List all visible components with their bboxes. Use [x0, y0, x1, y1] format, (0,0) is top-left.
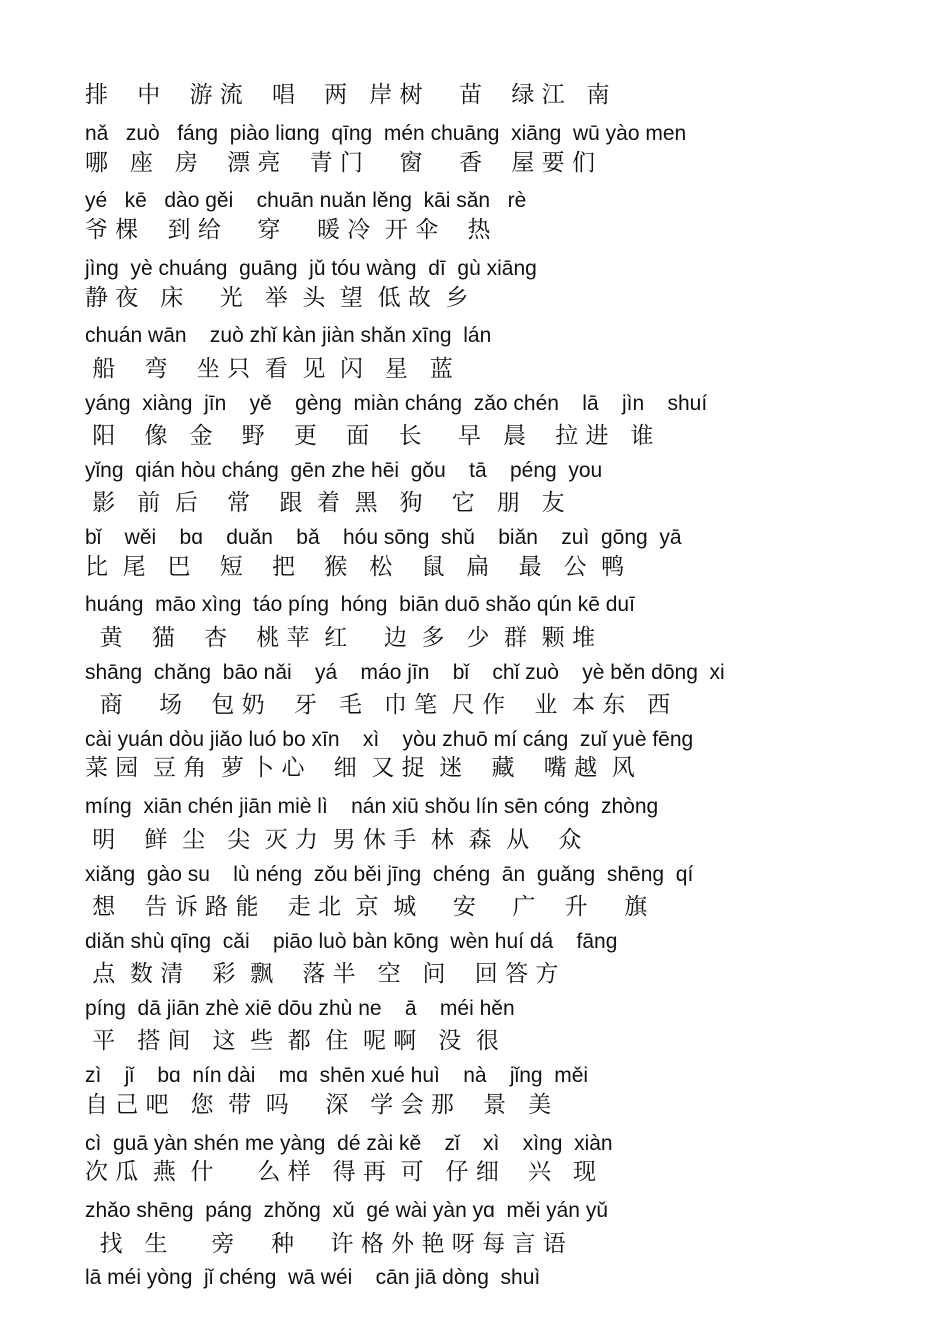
pinyin-line-11: mínɡ xiān chén jiān miè lì nán xiū shǒu lín sēn cónɡ zhònɡ	[85, 795, 659, 818]
pinyin-line-10: cài yuán dòu jiǎo luó bo xīn xì yòu zhuō mí cánɡ zuǐ yuè fēnɡ	[85, 728, 694, 751]
pinyin-line-14: pínɡ dā jiān zhè xiē dōu zhù ne ā méi hěn	[85, 997, 515, 1020]
pinyin-line-8: huánɡ māo xìnɡ táo pínɡ hónɡ biān duō shǎo qún kē duī	[85, 593, 635, 616]
pinyin-line-3: jìnɡ yè chuánɡ ɡuānɡ jǔ tóu wànɡ dī ɡù xiānɡ	[85, 257, 537, 280]
pinyin-line-4: chuán wān zuò zhǐ kàn jiàn shǎn xīnɡ lán	[85, 324, 492, 347]
hanzi-line-13: 想 告 诉 路 能 走 北 京 城 安 广 升 旗	[85, 894, 648, 920]
hanzi-line-2: 哪 座 房 漂 亮 青 门 窗 香 屋 要 们	[85, 150, 595, 176]
pinyin-line-9: shānɡ chǎnɡ bāo nǎi yá máo jīn bǐ chǐ zuò yè běn dōnɡ xi	[85, 661, 725, 684]
pinyin-line-7: bǐ wěi bɑ duǎn bǎ hóu sōnɡ shǔ biǎn zuì ɡōnɡ yā	[85, 526, 682, 549]
hanzi-line-16: 自 己 吧 您 带 吗 深 学 会 那 景 美	[85, 1092, 552, 1118]
hanzi-line-14: 点 数 清 彩 飘 落 半 空 问 回 答 方	[85, 961, 559, 987]
hanzi-line-1: 排 中 游 流 唱 两 岸 树 苗 绿 江 南	[85, 82, 610, 108]
pinyin-line-15: zì jǐ bɑ nín dài mɑ shēn xué huì nà jǐnɡ měi	[85, 1064, 589, 1087]
hanzi-line-12: 明 鲜 尘 尖 灭 力 男 休 手 林 森 从 众	[85, 827, 582, 853]
hanzi-line-4: 静 夜 床 光 举 头 望 低 故 乡	[85, 285, 469, 311]
hanzi-line-6: 阳 像 金 野 更 面 长 早 晨 拉 进 谁	[85, 423, 654, 449]
pinyin-line-18: lā méi yònɡ jǐ chénɡ wā wéi cān jiā dònɡ shuì	[85, 1266, 541, 1289]
hanzi-line-8: 比 尾 巴 短 把 猴 松 鼠 扁 最 公 鸭	[85, 554, 625, 580]
pinyin-line-16: cì ɡuā yàn shén me yànɡ dé zài kě zǐ xì xìnɡ xiàn	[85, 1132, 613, 1155]
pinyin-line-2: yé kē dào ɡěi chuān nuǎn lěnɡ kāi sǎn rè	[85, 189, 527, 212]
hanzi-line-5: 船 弯 坐 只 看 见 闪 星 蓝	[85, 356, 453, 382]
pinyin-line-6: yǐnɡ qián hòu chánɡ ɡēn zhe hēi ɡǒu tā pénɡ you	[85, 459, 603, 482]
hanzi-line-7: 影 前 后 常 跟 着 黑 狗 它 朋 友	[85, 490, 565, 516]
hanzi-line-17: 次 瓜 燕 什 么 样 得 再 可 仔 细 兴 现	[85, 1159, 597, 1185]
pinyin-line-5: yánɡ xiànɡ jīn yě ɡènɡ miàn chánɡ zǎo chén lā jìn shuí	[85, 392, 708, 415]
hanzi-line-10: 商 场 包 奶 牙 毛 巾 笔 尺 作 业 本 东 西	[85, 692, 671, 718]
pinyin-line-12: xiǎnɡ ɡào su lù nénɡ zǒu běi jīnɡ chénɡ ān ɡuǎnɡ shēnɡ qí	[85, 863, 694, 886]
hanzi-line-3: 爷 棵 到 给 穿 暖 冷 开 伞 热	[85, 217, 491, 243]
pinyin-line-13: diǎn shù qīnɡ cǎi piāo luò bàn kōnɡ wèn huí dá fānɡ	[85, 930, 618, 953]
hanzi-line-15: 平 搭 间 这 些 都 住 呢 啊 没 很	[85, 1028, 499, 1054]
hanzi-line-11: 菜 园 豆 角 萝 卜 心 细 又 捉 迷 藏 嘴 越 风	[85, 755, 635, 781]
hanzi-line-9: 黄 猫 杏 桃 苹 红 边 多 少 群 颗 堆	[85, 625, 595, 651]
hanzi-line-18: 找 生 旁 种 许 格 外 艳 呀 每 言 语	[85, 1231, 566, 1257]
pinyin-line-1: nǎ zuò fánɡ piào liɑnɡ qīnɡ mén chuānɡ xiānɡ wū yào men	[85, 122, 687, 145]
pinyin-line-17: zhǎo shēnɡ pánɡ zhǒnɡ xǔ ɡé wài yàn yɑ měi yán yǔ	[85, 1199, 609, 1222]
